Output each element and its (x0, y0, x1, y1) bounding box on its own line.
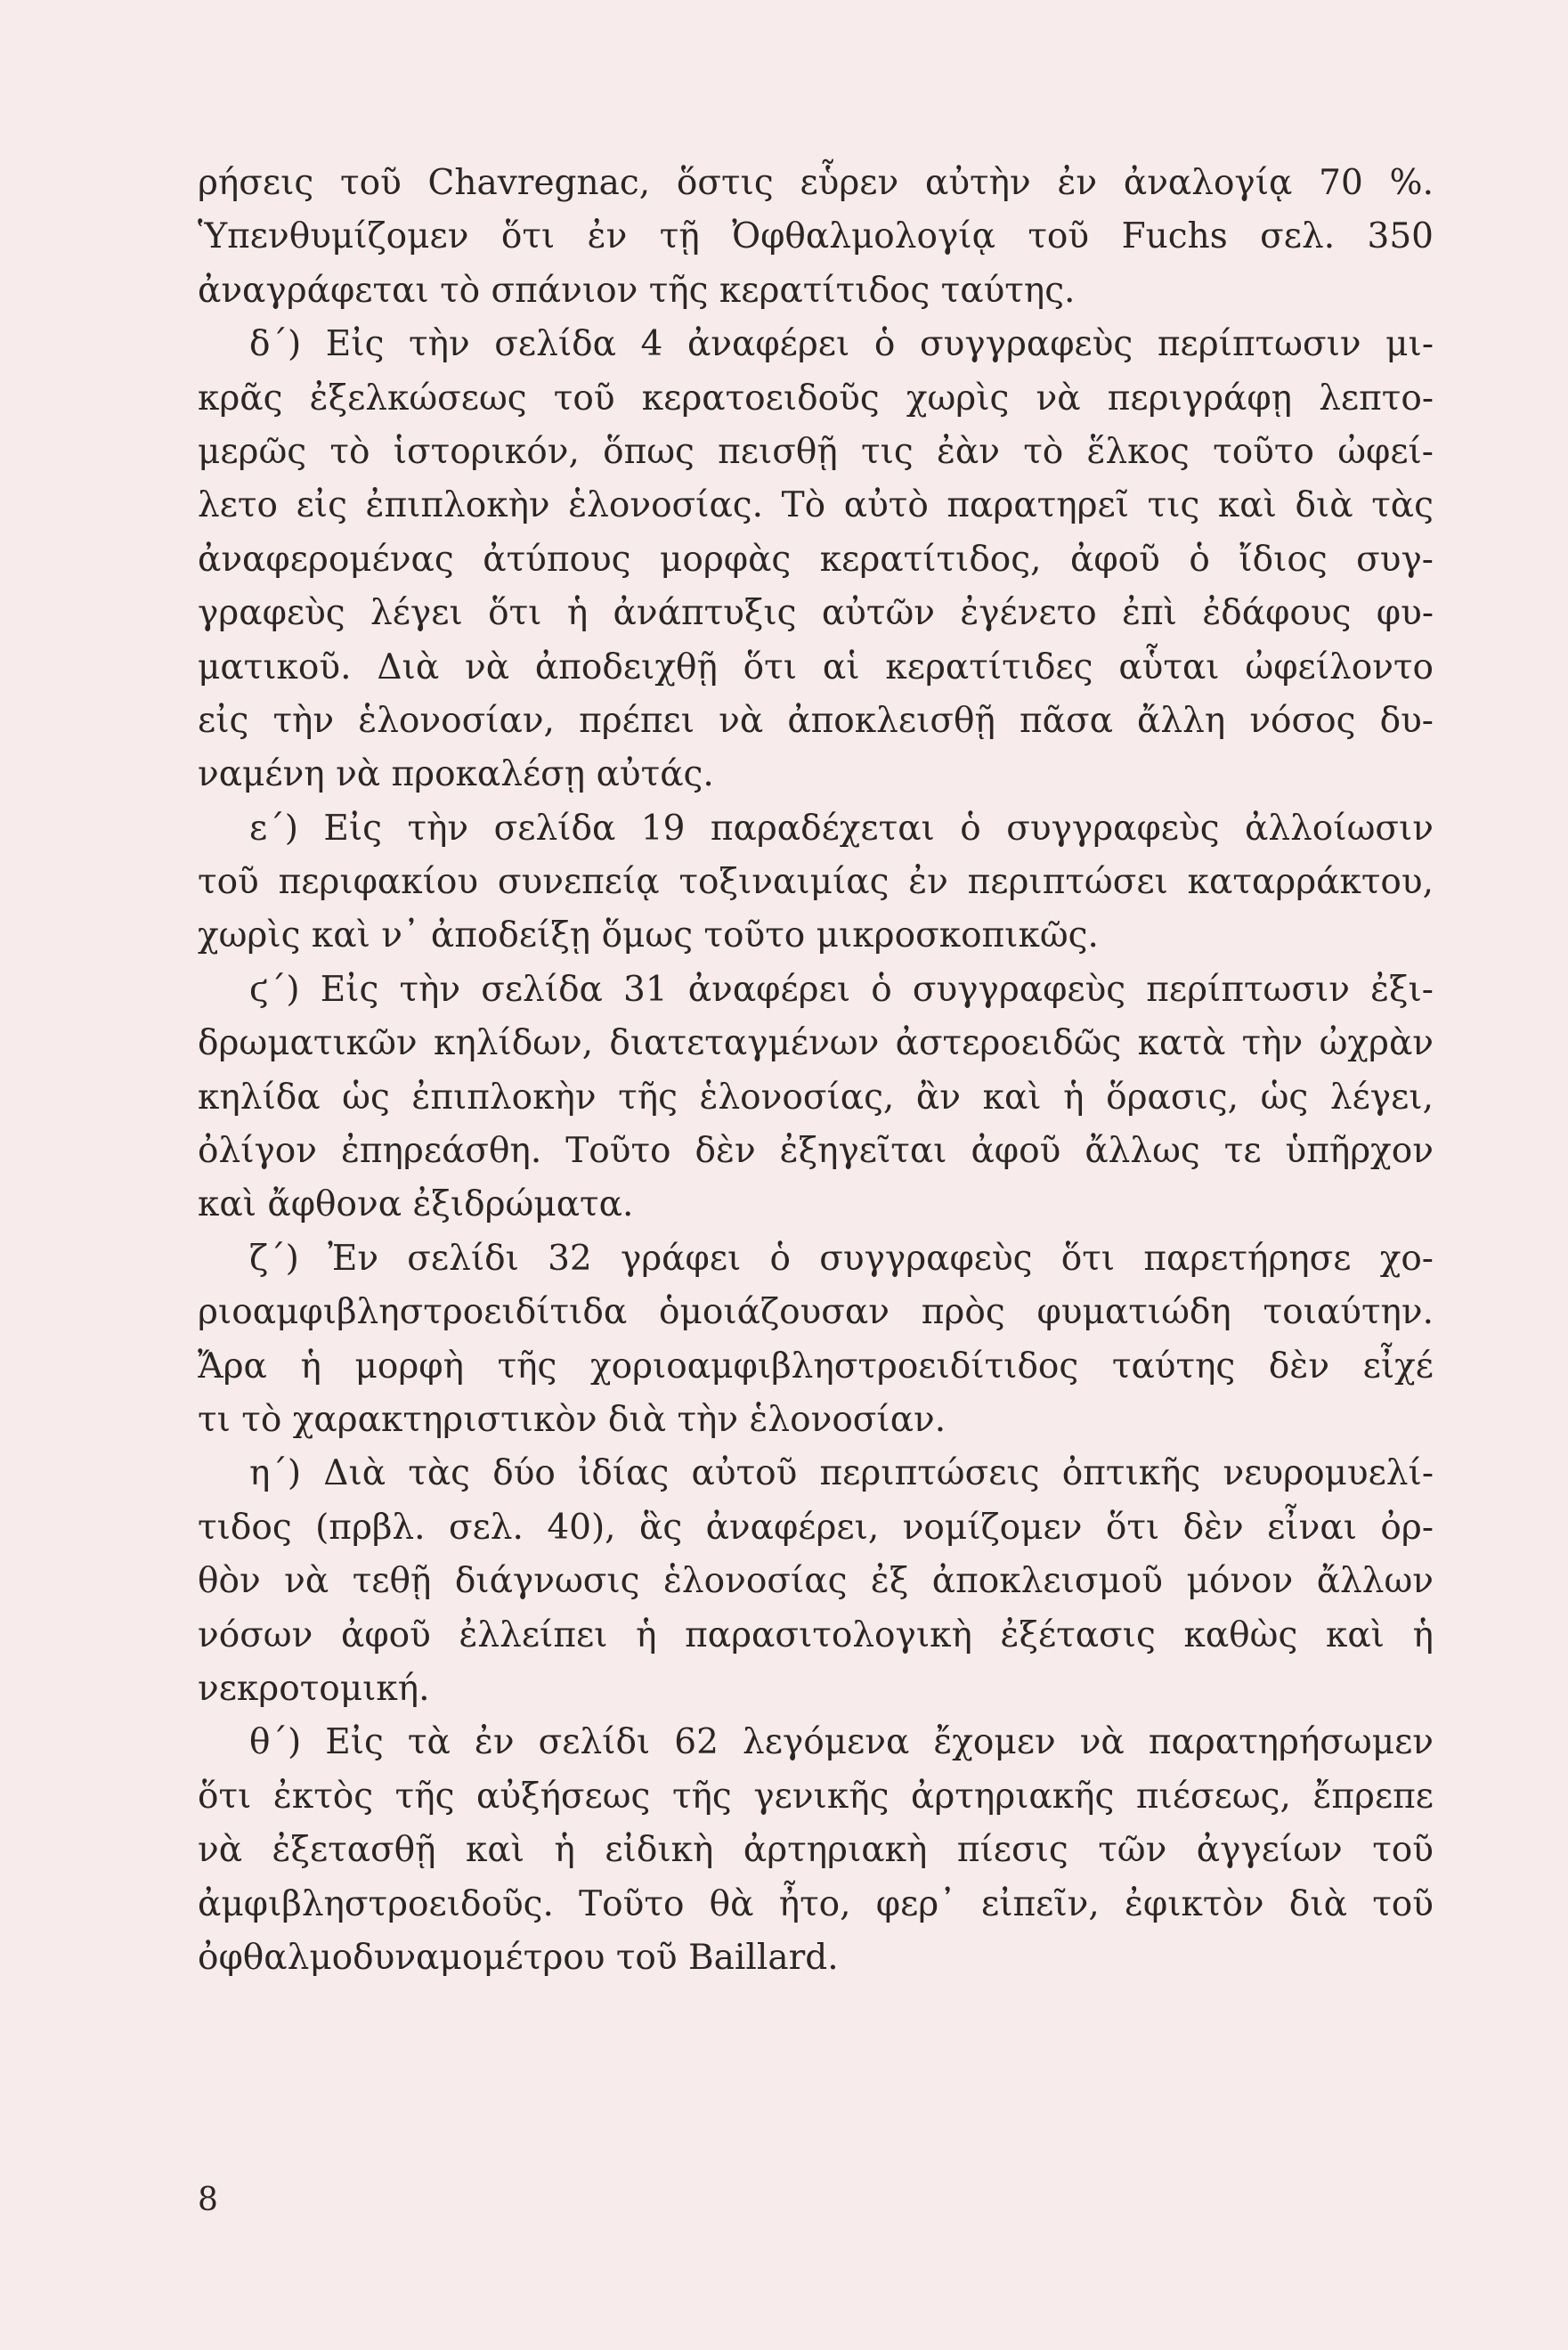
text-line: μερῶς τὸ ἱστορικόν, ὅπως πεισθῇ τις ἐὰν τὸ ἕλκος τοῦτο ὠφεί- (198, 431, 1434, 472)
text-line: ε΄) Εἰς τὴν σελίδα 19 παραδέχεται ὁ συγγραφεὺς ἀλλοίωσιν (249, 808, 1434, 849)
text-line: δ΄) Εἰς τὴν σελίδα 4 ἀναφέρει ὁ συγγραφεὺς περίπτωσιν μι- (249, 324, 1434, 365)
text-line: ὅτι ἐκτὸς τῆς αὐξήσεως τῆς γενικῆς ἀρτηριακῆς πιέσεως, ἔπρεπε (198, 1776, 1434, 1817)
text-line: ριοαμφιβληστροειδίτιδα ὁμοιάζουσαν πρὸς φυματιώδη τοιαύτην. (198, 1292, 1434, 1333)
text-line: η΄) Διὰ τὰς δύο ἰδίας αὐτοῦ περιπτώσεις ὀπτικῆς νευρομυελί- (249, 1453, 1434, 1494)
text-line: νὰ ἐξετασθῇ καὶ ἡ εἰδικὴ ἀρτηριακὴ πίεσις τῶν ἀγγείων τοῦ (198, 1830, 1434, 1871)
text-line: κρᾶς ἐξελκώσεως τοῦ κερατοειδοῦς χωρὶς νὰ περιγράφῃ λεπτο- (198, 378, 1434, 419)
text-line: ἀναγράφεται τὸ σπάνιον τῆς κερατίτιδος ταύτης. (198, 270, 1076, 311)
text-line: τιδος (πρβλ. σελ. 40), ἃς ἀναφέρει, νομίζομεν ὅτι δὲν εἶναι ὀρ- (198, 1507, 1434, 1548)
text-line: χωρὶς καὶ ν᾽ ἀποδείξῃ ὅμως τοῦτο μικροσκοπικῶς. (198, 915, 1099, 956)
text-line: ϛ΄) Εἰς τὴν σελίδα 31 ἀναφέρει ὁ συγγραφεὺς περίπτωσιν ἐξι- (249, 969, 1434, 1010)
text-line: εἰς τὴν ἑλονοσίαν, πρέπει νὰ ἀποκλεισθῇ πᾶσα ἄλλη νόσος δυ- (198, 700, 1434, 741)
text-line: ἀναφερομένας ἀτύπους μορφὰς κερατίτιδος, ἀφοῦ ὁ ἴδιος συγ- (198, 539, 1434, 580)
text-line: ὀλίγον ἐπηρεάσθη. Τοῦτο δὲν ἐξηγεῖται ἀφοῦ ἄλλως τε ὑπῆρχον (198, 1131, 1434, 1172)
text-line: θὸν νὰ τεθῇ διάγνωσις ἑλονοσίας ἐξ ἀποκλεισμοῦ μόνον ἄλλων (198, 1561, 1434, 1602)
body-text (198, 157, 1434, 1985)
text-line: κηλίδα ὡς ἐπιπλοκὴν τῆς ἑλονοσίας, ἂν καὶ ἡ ὅρασις, ὡς λέγει, (198, 1077, 1434, 1118)
text-line: θ΄) Εἰς τὰ ἐν σελίδι 62 λεγόμενα ἔχομεν νὰ παρατηρήσωμεν (249, 1722, 1434, 1763)
text-line: ματικοῦ. Διὰ νὰ ἀποδειχθῇ ὅτι αἱ κερατίτιδες αὗται ὠφείλοντο (198, 646, 1434, 687)
text-line: Ὑπενθυμίζομεν ὅτι ἐν τῇ Ὀφθαλμολογίᾳ τοῦ Fuchs σελ. 350 (198, 216, 1434, 257)
text-line: δρωματικῶν κηλίδων, διατεταγμένων ἀστεροειδῶς κατὰ τὴν ὠχρὰν (198, 1023, 1434, 1064)
page-number: 8 (198, 2182, 218, 2218)
text-line: ὀφθαλμοδυναμομέτρου τοῦ Baillard. (198, 1937, 839, 1978)
text-line: ζ΄) Ἐν σελίδι 32 γράφει ὁ συγγραφεὺς ὅτι παρετήρησε χο- (249, 1238, 1434, 1279)
text-line: τοῦ περιφακίου συνεπείᾳ τοξιναιμίας ἐν περιπτώσει καταρράκτου, (198, 862, 1434, 903)
text-line: τι τὸ χαρακτηριστικὸν διὰ τὴν ἑλονοσίαν. (198, 1399, 946, 1440)
text-line: Ἄρα ἡ μορφὴ τῆς χοριοαμφιβληστροειδίτιδος ταύτης δὲν εἶχέ (198, 1346, 1434, 1386)
text-line: νόσων ἀφοῦ ἐλλείπει ἡ παρασιτολογικὴ ἐξέτασις καθὼς καὶ ἡ (198, 1614, 1434, 1655)
text-line: καὶ ἄφθονα ἐξιδρώματα. (198, 1184, 634, 1225)
text-line: λετο εἰς ἐπιπλοκὴν ἑλονοσίας. Τὸ αὐτὸ παρατηρεῖ τις καὶ διὰ τὰς (198, 485, 1434, 526)
text-line: νεκροτομική. (198, 1668, 430, 1709)
text-line: γραφεὺς λέγει ὅτι ἡ ἀνάπτυξις αὐτῶν ἐγένετο ἐπὶ ἐδάφους φυ- (198, 593, 1434, 634)
text-line: ἀμφιβληστροειδοῦς. Τοῦτο θὰ ἦτο, φερ᾽ εἰπεῖν, ἐφικτὸν διὰ τοῦ (198, 1883, 1434, 1924)
text-line: ρήσεις τοῦ Chavregnac, ὅστις εὗρεν αὐτὴν ἐν ἀναλογίᾳ 70 %. (198, 163, 1434, 203)
text-line: ναμένη νὰ προκαλέσῃ αὐτάς. (198, 754, 714, 795)
